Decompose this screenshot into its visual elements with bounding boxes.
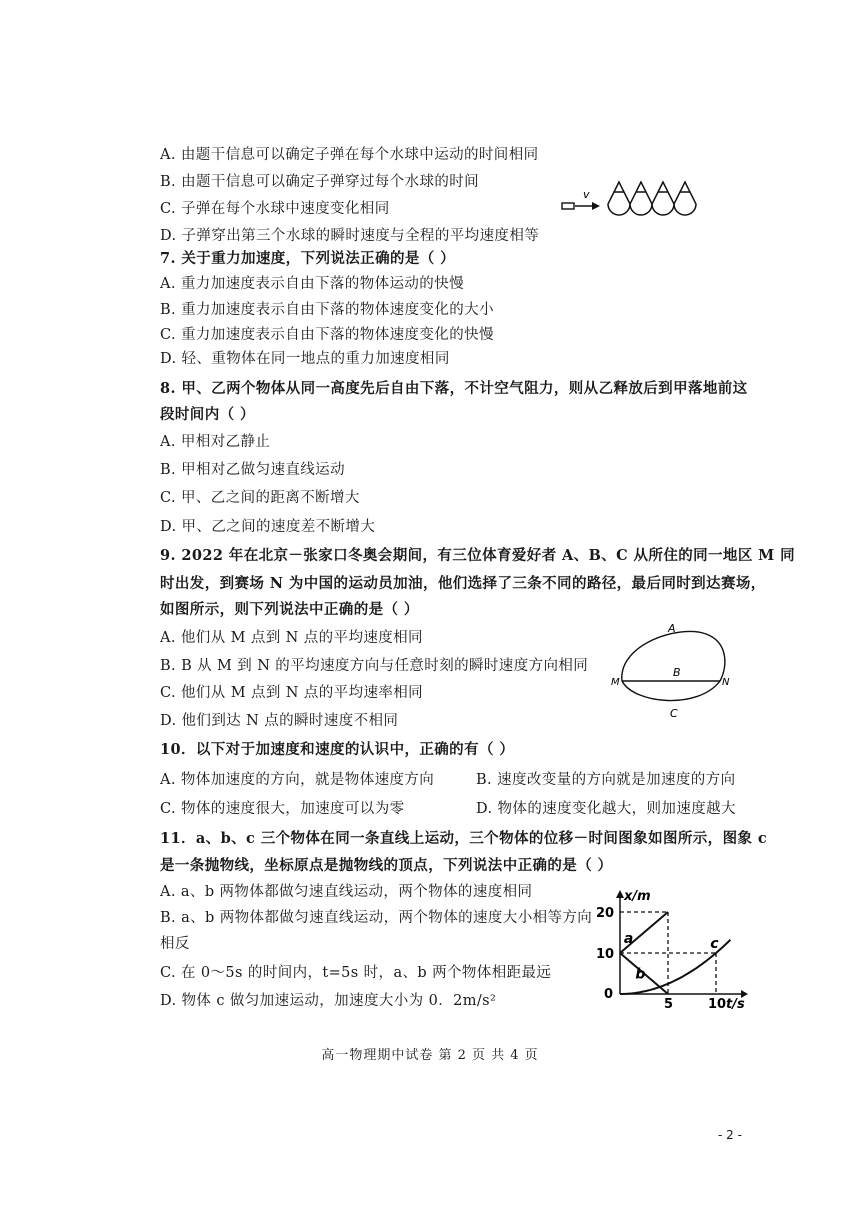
q11-option-c: C. 在 0～5s 的时间内，t=5s 时，a、b 两个物体相距最远 [160, 965, 552, 981]
label-b: B [673, 666, 681, 679]
q11-option-b-line1: B. a、b 两物体都做匀速直线运动，两个物体的速度大小相等方向 [160, 910, 593, 926]
q8-stem-line1: 8. 甲、乙两个物体从同一高度先后自由下落，不计空气阻力，则从乙释放后到甲落地前这 [160, 380, 748, 397]
series-label-c: c [710, 936, 719, 953]
q8-option-c: C. 甲、乙之间的距离不断增大 [160, 490, 360, 506]
x-tick-5: 5 [664, 997, 674, 1012]
q11-stem-line2: 是一条抛物线，坐标原点是抛物线的顶点，下列说法中正确的是（ ） [160, 857, 613, 874]
water-ball-2 [630, 182, 652, 215]
q8-option-a: A. 甲相对乙静止 [160, 434, 271, 450]
q11-option-d: D. 物体 c 做匀加速运动，加速度大小为 0．2m/s² [160, 993, 497, 1009]
q7-option-c: C. 重力加速度表示自由下落的物体速度变化的快慢 [160, 327, 494, 343]
q7-option-a: A. 重力加速度表示自由下落的物体运动的快慢 [160, 276, 464, 292]
q10-option-d: D. 物体的速度变化越大，则加速度越大 [476, 801, 736, 817]
bullet-icon [562, 203, 574, 209]
q7-stem: 7. 关于重力加速度，下列说法正确的是（ ） [160, 250, 456, 267]
label-m: M [611, 677, 620, 688]
water-ball-3 [652, 182, 674, 215]
q9-stem-line3: 如图所示，则下列说法中正确的是（ ） [160, 601, 419, 618]
q8-option-b: B. 甲相对乙做匀速直线运动 [160, 462, 345, 478]
q8-option-d: D. 甲、乙之间的速度差不断增大 [160, 519, 376, 535]
q10-stem: 10．以下对于加速度和速度的认识中，正确的有（ ） [160, 741, 515, 758]
paths-figure [610, 618, 744, 724]
label-c: C [670, 707, 678, 720]
q8-stem-line2: 段时间内（ ） [160, 406, 255, 423]
origin-label: 0 [604, 987, 614, 1002]
q6-option-d: D. 子弹穿出第三个水球的瞬时速度与全程的平均速度相等 [160, 228, 540, 244]
series-label-b: b [635, 966, 646, 983]
q10-option-a: A. 物体加速度的方向，就是物体速度方向 [160, 772, 435, 788]
q11-option-b-line2: 相反 [160, 936, 190, 952]
y-axis-arrow [616, 890, 624, 898]
y-tick-10: 10 [596, 947, 615, 962]
x-axis-label: t/s [726, 997, 745, 1012]
page-number: - 2 - [718, 1128, 742, 1142]
path-c [622, 681, 720, 701]
q9-option-a: A. 他们从 M 点到 N 点的平均速度相同 [160, 630, 423, 646]
xt-chart [586, 888, 750, 1012]
q11-option-a: A. a、b 两物体都做匀速直线运动，两个物体的速度相同 [160, 884, 533, 900]
q6-option-a: A. 由题干信息可以确定子弹在每个水球中运动的时间相同 [160, 147, 539, 163]
water-balls-figure [556, 172, 726, 226]
q9-option-c: C. 他们从 M 点到 N 点的平均速率相同 [160, 685, 424, 701]
water-balls [608, 182, 696, 215]
velocity-label: v [583, 188, 590, 201]
water-ball-1 [608, 182, 630, 215]
q9-option-b: B. B 从 M 到 N 的平均速度方向与任意时刻的瞬时速度方向相同 [160, 658, 589, 674]
q9-option-d: D. 他们到达 N 点的瞬时速度不相同 [160, 713, 399, 729]
water-ball-4 [674, 182, 696, 215]
q10-option-b: B. 速度改变量的方向就是加速度的方向 [476, 772, 736, 788]
q7-option-d: D. 轻、重物体在同一地点的重力加速度相同 [160, 351, 450, 367]
label-a: A [668, 622, 676, 635]
q11-stem-line1: 11．a、b、c 三个物体在同一条直线上运动，三个物体的位移－时间图象如图所示，图象 c [160, 830, 768, 847]
q9-stem-line1: 9. 2022 年在北京－张家口冬奥会期间，有三位体育爱好者 A、B、C 从所住的同一地区 M 同 [160, 547, 795, 564]
q10-option-c: C. 物体的速度很大，加速度可以为零 [160, 801, 405, 817]
label-n: N [722, 677, 730, 688]
q7-option-b: B. 重力加速度表示自由下落的物体速度变化的大小 [160, 302, 494, 318]
q6-option-b: B. 由题干信息可以确定子弹穿过每个水球的时间 [160, 174, 480, 190]
x-tick-10: 10 [708, 997, 727, 1012]
y-axis-label: x/m [624, 889, 651, 904]
q6-option-c: C. 子弹在每个水球中速度变化相同 [160, 201, 390, 217]
q9-stem-line2: 时出发，到赛场 N 为中国的运动员加油，他们选择了三条不同的路径，最后同时到达赛场， [160, 575, 766, 592]
series-label-a: a [623, 930, 634, 947]
y-tick-20: 20 [596, 906, 615, 921]
page-footer: 高一物理期中试卷 第 2 页 共 4 页 [321, 1048, 539, 1063]
